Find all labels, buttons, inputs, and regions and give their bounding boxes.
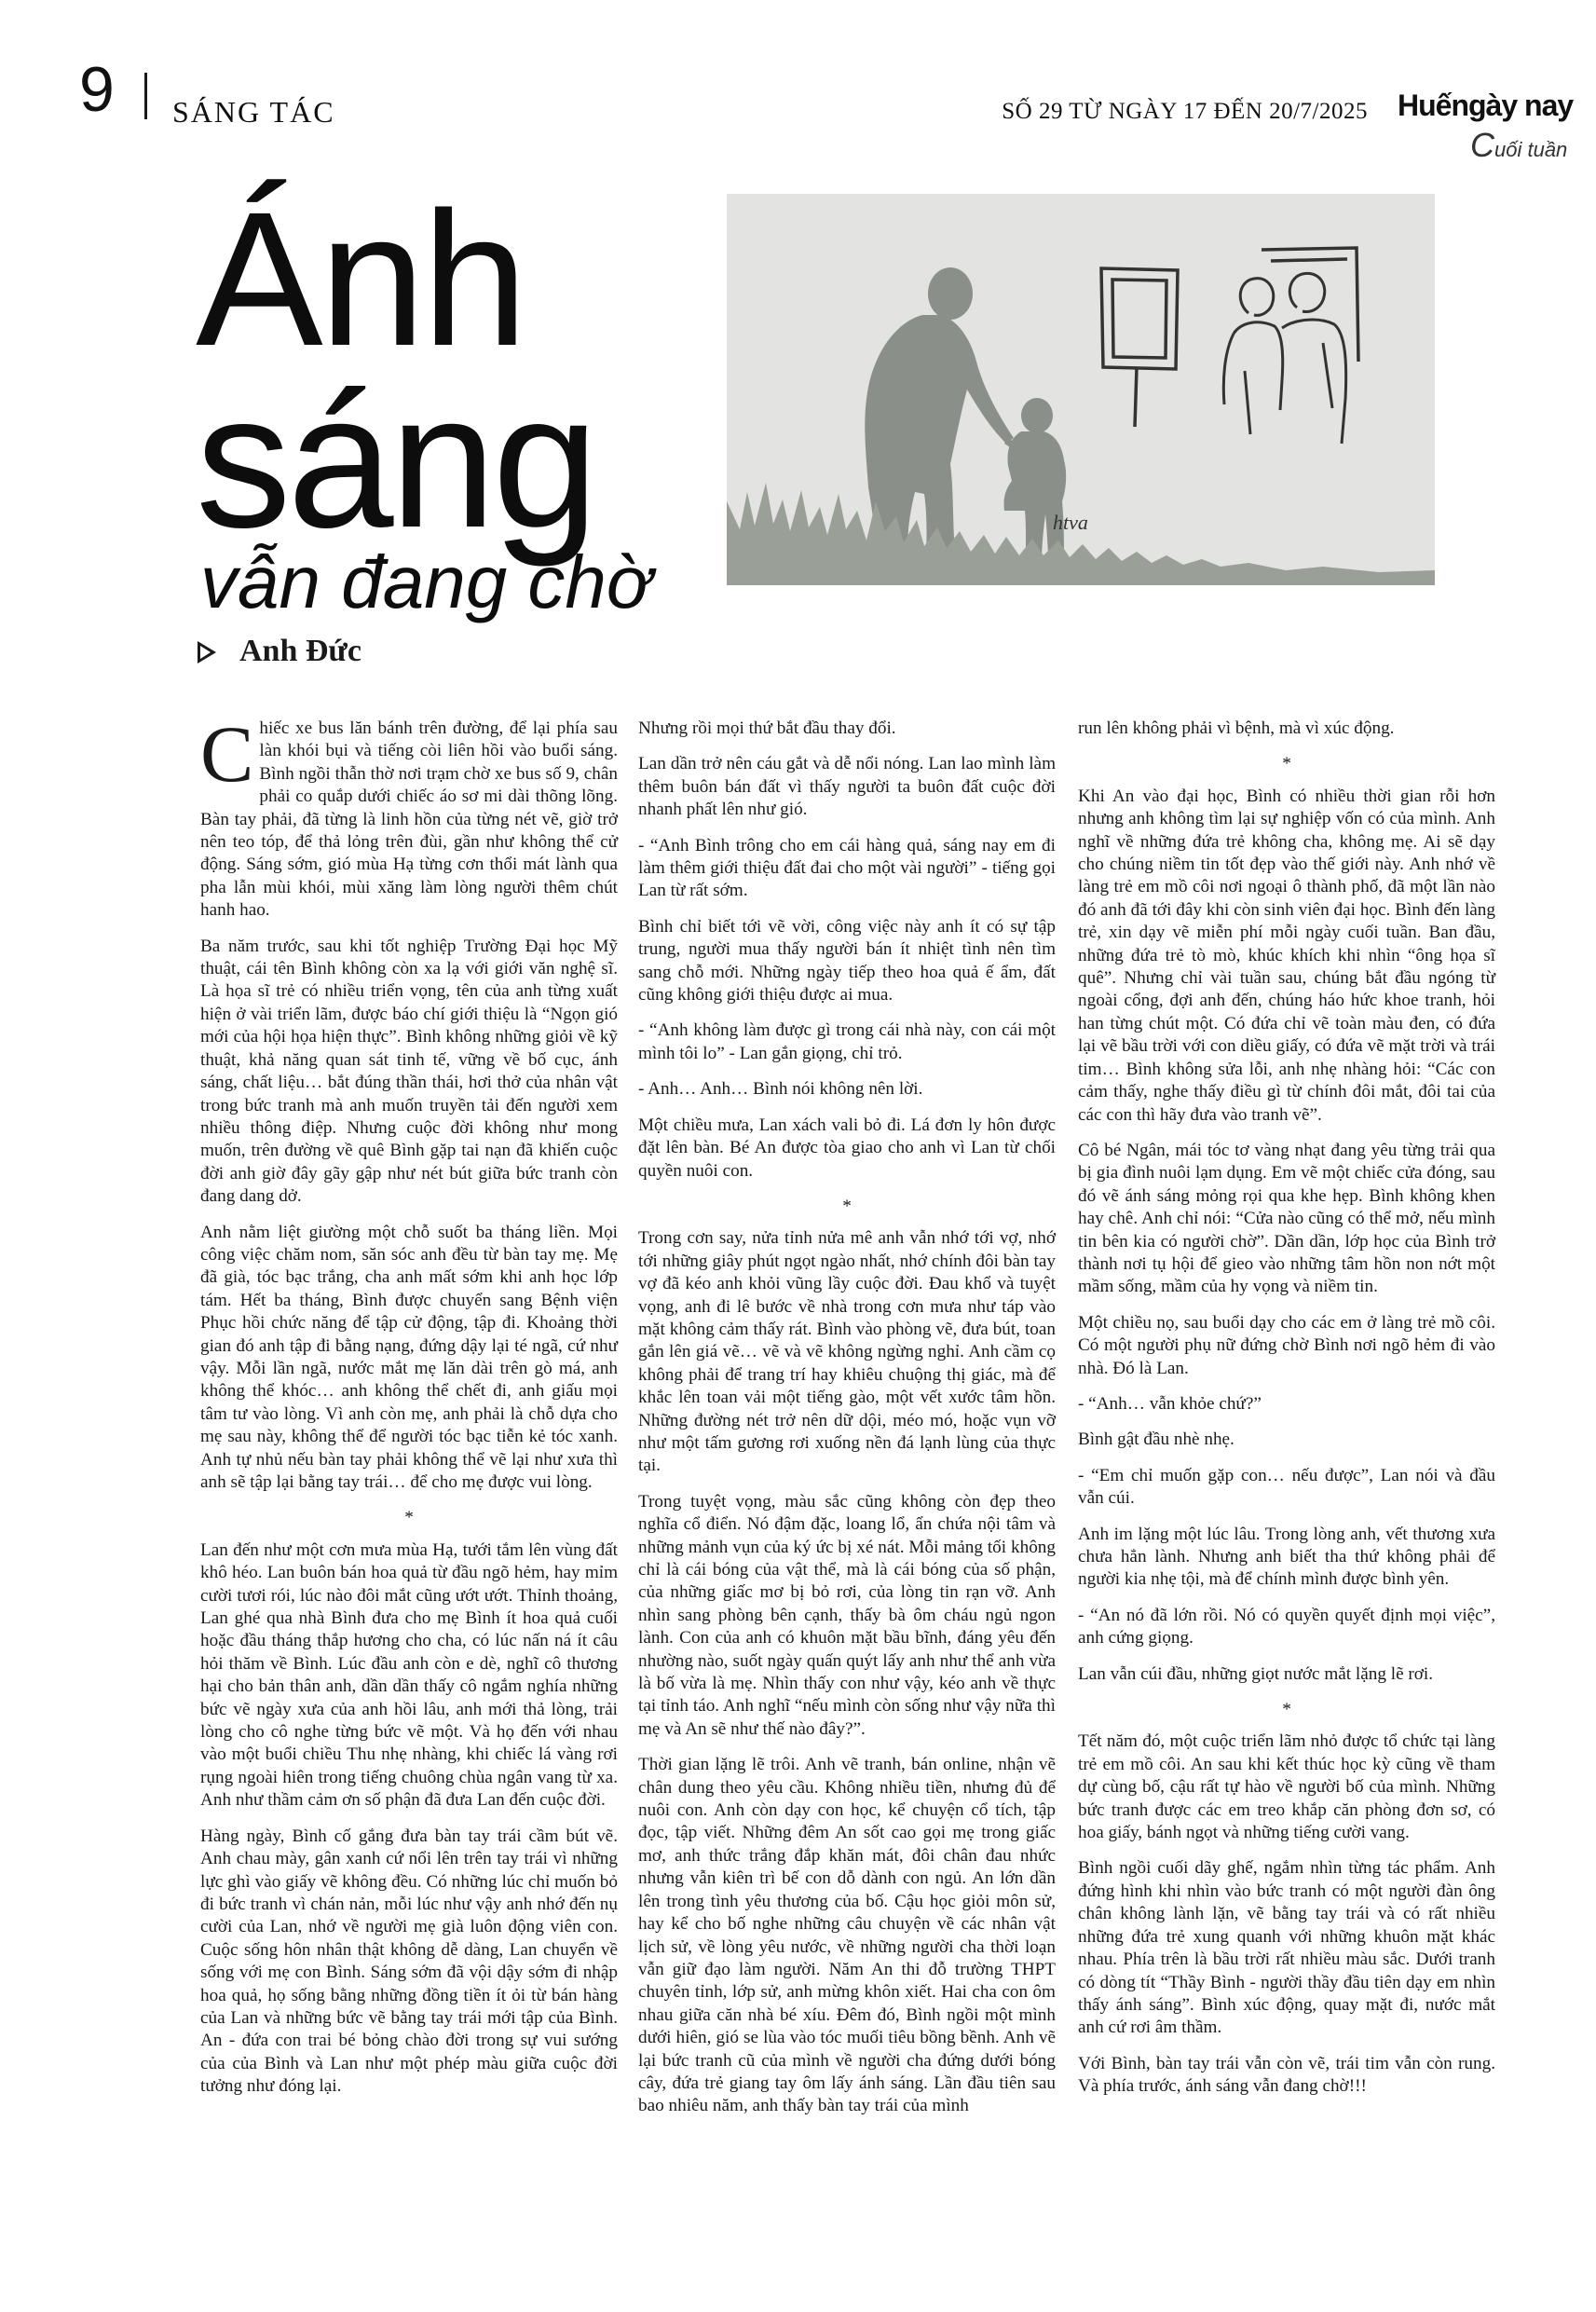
paragraph: Anh nằm liệt giường một chỗ suốt ba tháng liền. Mọi công việc chăm nom, săn sóc anh đều từ bàn tay mẹ. Mẹ đã già, tóc bạc trắng, cha anh mất sớm khi anh học lớp tám. Hết ba tháng, Bình được chuyển sang Bệnh viện Phục hồi chức năng để tập cử động, tập đi. Khoảng thời gian đó anh tập đi bằng nạng, đứng dậy lại té ngã, cứ như vậy. Mỗi lần ngã, nước mắt mẹ lăn dài trên gò má, anh không thể khóc… anh không thể chết đi, anh giấu mọi tâm tư vào lòng. Vì anh còn mẹ, anh phải là chỗ dựa cho mẹ sau này, không thể để người tóc bạc tiễn kẻ tóc xanh. Anh tự nhủ nếu bàn tay phải không thể vẽ lại như xưa thì anh sẽ tập lại bằng tay trái… để cho mẹ được vui lòng.: [200, 1222, 618, 1492]
paragraph: Lan đến như một cơn mưa mùa Hạ, tưới tắm lên vùng đất khô héo. Lan buôn bán hoa quả từ đầu ngõ hẻm, hay mỉm cười tươi rói, lúc nào đôi mắt cũng ướt ướt. Thỉnh thoảng, Lan ghé qua nhà Bình đưa cho mẹ Bình ít hoa quả cuối hoặc đầu tháng thắp hương cho cha, có lúc nấn ná ít câu hỏi thăm về Bình. Lúc đầu anh còn e dè, nghĩ cô thương hại cho bản thân anh, dần dần thấy cô ngắm nghía những bức vẽ ngày xưa của anh hồi lâu, anh mới thả lòng, trải lòng cho cô nghe từng bức vẽ một. Và họ đến với nhau vào một buổi chiều Thu nhẹ nhàng, khi chiếc lá vàng rơi rụng ngoài hiên trong tiếng chuông chùa ngân vang từ xa. Anh như thầm cảm ơn số phận đã đưa Lan đến cuộc đời.: [200, 1539, 618, 1811]
logo-subtitle: Cuối tuần: [1470, 126, 1568, 164]
logo-title: Huếngày nay: [1398, 89, 1574, 122]
paragraph: Trong cơn say, nửa tỉnh nửa mê anh vẫn nhớ tới vợ, nhớ tới những giây phút ngọt ngào nhất, nhớ chính đôi bàn tay vợ đã kéo anh khỏi vũng lầy cuộc đời. Đau khổ và tuyệt vọng, anh đi lê bước về nhà trong cơn mưa như táp vào mặt không cảm thấy rát. Bình vào phòng vẽ, đưa bút, toan gắn lên giá vẽ… vẽ và vẽ không ngừng nghỉ. Anh cầm cọ không phải để trang trí hay khiêu chuộng thị giác, mà để khắc lên toan vải một tiếng gào, một vết xước tâm hồn. Những đường nét trở nên dữ dội, méo mó, hoặc vụn vỡ như một tấm gương rơi xuống nền đá lạnh lùng của thực tại.: [638, 1228, 1056, 1476]
article-column-3: [1078, 718, 1495, 2112]
paragraph: Tết năm đó, một cuộc triển lãm nhỏ được tổ chức tại làng trẻ em mồ côi. An sau khi kết thúc học kỳ cũng về tham dự cùng bố, cậu rất tự hào về người bố của mình. Những bức tranh được các em treo khắp căn phòng đơn sơ, có hoa giấy, bánh ngọt và những tiếng cười vang.: [1078, 1731, 1495, 1843]
paragraph: Thời gian lặng lẽ trôi. Anh vẽ tranh, bán online, nhận vẽ chân dung theo yêu cầu. Không nhiều tiền, nhưng đủ để nuôi con. Anh còn dạy con học, kể chuyện cổ tích, tập đọc, tập viết. Những đêm An sốt cao gọi mẹ trong giấc mơ, anh thức trắng đắp khăn mát, đôi chân đau nhức nhưng vẫn kiên trì bế con dỗ dành con ngủ. An lớn dần lên trong tình yêu thương của bố. Cậu học giỏi môn sử, hay kể cho bố nghe những câu chuyện về các nhân vật lịch sử, về lòng yêu nước, về những người cha thời loạn vẫn giữ đạo làm người. Năm An thi đỗ trường THPT chuyên tỉnh, lớp sử, anh mừng khôn xiết. Hai cha con ôm nhau giữa căn nhà bé xíu. Đêm đó, Bình ngồi một mình dưới hiên, gió se lùa vào tóc muối tiêu bồng bềnh. Anh vẽ lại bức tranh cũ của mình về người cha đứng dưới bóng cây, đứa trẻ giang tay ôm lấy ánh sáng. Lần đầu tiên sau bao nhiêu năm, anh thấy bàn tay trái của mình: [638, 1755, 1056, 2116]
section-separator: *: [842, 1196, 852, 1216]
article-illustration: [727, 194, 1435, 585]
article-column-1: [200, 709, 618, 2112]
article-title-line-2: sáng: [196, 354, 595, 568]
paragraph: Với Bình, bàn tay trái vẫn còn vẽ, trái tim vẫn còn rung. Và phía trước, ánh sáng vẫn đang chờ!!!: [1078, 2053, 1495, 2097]
play-triangle-icon: [198, 641, 216, 664]
paragraph: Lan vẫn cúi đầu, những giọt nước mắt lặng lẽ rơi.: [1078, 1663, 1434, 1684]
article-column-2: [638, 718, 1056, 2131]
paragraph: Cô bé Ngân, mái tóc tơ vàng nhạt đang yêu từng trải qua bị gia đình nuôi lạm dụng. Em vẽ một chiếc cửa đóng, sau đó vẽ ánh sáng mỏng rọi qua khe hẹp. Bình không khen hay chê. Anh chỉ nói: “Cửa nào cũng có thể mở, nếu mình tin bên kia có người chờ”. Dần dần, lớp học của Bình trở thành nơi tụ hội để gieo vào những tâm hồn non nớt một mầm sống, mầm của hy vọng và niềm tin.: [1078, 1140, 1495, 1297]
paragraph: Lan dần trở nên cáu gắt và dễ nổi nóng. Lan lao mình làm thêm buôn bán đất vì thấy người ta buôn đất cuộc đời nhanh phất lên như gió.: [638, 754, 1056, 820]
illustration-drawing: [727, 194, 1435, 585]
header-divider: [144, 73, 147, 119]
section-separator: *: [404, 1508, 414, 1528]
paragraph: Bình chỉ biết tới vẽ vời, công việc này anh ít có sự tập trung, người mua thấy người bán ít nhiệt tình nên tìm sang chỗ mới. Những ngày tiếp theo hoa quả ế ẩm, đất cũng không giới thiệu được ai mua.: [638, 916, 1056, 1006]
paragraph: Hàng ngày, Bình cố gắng đưa bàn tay trái cầm bút vẽ. Anh chau mày, gân xanh cứ nổi lên trên tay trái vì những lực ghì vào giấy vẽ không đều. Có những lúc chỉ muốn bỏ đi bức tranh vì chán nản, mỗi lúc như vậy anh nhớ đến nụ cười của Lan, nhớ về người mẹ già luôn động viên con. Cuộc sống hôn nhân thật không dễ dàng, Lan chuyển về sống với mẹ con Bình. Sáng sớm đã vội dậy sớm đi nhập hoa quả, họ sống bằng những đồng tiền ít ỏi từ bán hàng của Lan và những bức vẽ bằng tay trái mới tập của Bình. An - đứa con trai bé bỏng chào đời trong sự vui sướng của của Bình và Lan như một phép màu giữa cuộc đời tưởng như đóng lại.: [200, 1826, 618, 2097]
paragraph: Trong tuyệt vọng, màu sắc cũng không còn đẹp theo nghĩa cổ điển. Nó đậm đặc, loang lổ, ẩn chứa nội tâm và những mảnh vụn của ký ức bị xé nát. Mỗi mảng tối không chỉ là cái bóng của vật thể, mà là cái bóng của số phận, của những giấc mơ bị bỏ rơi, của lòng tin rạn vỡ. Anh nhìn sang phòng bên cạnh, thấy bà ôm cháu ngủ ngon lành. Con của anh có khuôn mặt bầu bĩnh, đáng yêu đến nhường nào, suốt ngày quấn quýt lấy anh như thể anh vừa là bố vừa là mẹ. Nhìn thấy con như vậy, kéo anh về thực tại tỉnh táo. Anh nghĩ “nếu mình còn sống như vậy nữa thì mẹ và An sẽ như thế nào đây?”.: [638, 1491, 1056, 1739]
paragraph: Bình ngồi cuối dãy ghế, ngắm nhìn từng tác phẩm. Anh đứng hình khi nhìn vào bức tranh có một người đàn ông chân không lành lặn, vẽ bằng tay trái và có rất nhiều những đứa trẻ xung quanh với những khuôn mặt khác nhau. Phía trên là bầu trời rất nhiều màu sắc. Dưới tranh có dòng tít “Thầy Bình - người thầy đầu tiên dạy em nhìn thấy ánh sáng”. Bình xúc động, quay mặt đi, nước mắt anh cứ rơi âm thầm.: [1078, 1858, 1495, 2038]
paragraph: - “Em chỉ muốn gặp con… nếu được”, Lan nói và đầu vẫn cúi.: [1078, 1465, 1495, 1509]
article-title-line-1: Ánh: [196, 172, 525, 386]
paragraph: Nhưng rồi mọi thứ bắt đầu thay đổi.: [638, 718, 896, 738]
paragraph: Ba năm trước, sau khi tốt nghiệp Trường Đại học Mỹ thuật, cái tên Bình không còn xa lạ với giới văn nghệ sĩ. Là họa sĩ trẻ có nhiều triển vọng, tên của anh từng xuất hiện ở vài triển lãm, được báo chí giới thiệu là “Ngọn gió mới của hội họa hiện thực”. Bình không những giỏi về kỹ thuật, khả năng quan sát tinh tế, vững về bố cục, ánh sáng, chất liệu… bắt đúng thần thái, hơi thở của nhân vật trong bức tranh mà anh muốn truyền tải đến người xem nhiều thông điệp. Nhưng cuộc đời không như mong muốn, trên đường về quê Bình gặp tai nạn đã khiến cuộc đời anh giờ đây gãy gập như nét bút giữa bức tranh còn đang dang dở.: [200, 936, 618, 1207]
article-title-line-3: vẫn đang chờ: [200, 540, 652, 623]
drop-cap: C: [200, 709, 254, 799]
paragraph: - “Anh Bình trông cho em cái hàng quả, sáng nay em đi làm thêm giới thiệu đất đai cho một vài người” - tiếng gọi Lan từ rất sớm.: [638, 835, 1056, 901]
paragraph: Một chiều nọ, sau buổi dạy cho các em ở làng trẻ mồ côi. Có một người phụ nữ đứng chờ Bình nơi ngõ hẻm đi vào nhà. Đó là Lan.: [1078, 1312, 1495, 1378]
paragraph: Một chiều mưa, Lan xách vali bỏ đi. Lá đơn ly hôn được đặt lên bàn. Bé An được tòa giao cho anh vì Lan từ chối quyền nuôi con.: [638, 1115, 1056, 1181]
paragraph: Bình gật đầu nhè nhẹ.: [1078, 1430, 1235, 1450]
paragraph: - “An nó đã lớn rồi. Nó có quyền quyết định mọi việc”, anh cứng giọng.: [1078, 1605, 1495, 1648]
section-separator: *: [1282, 754, 1291, 774]
paragraph: Chiếc xe bus lăn bánh trên đường, để lại phía sau làn khói bụi và tiếng còi liên hồi vào buổi sáng. Bình ngồi thẫn thờ nơi trạm chờ xe bus số 9, chân phải co quắp dưới chiếc áo sơ mi dài thõng lõng. Bàn tay phải, đã từng là linh hồn của từng nét vẽ, giờ trở nên teo tóp, để thả lỏng trên đùi, gần như không thể cử động. Sáng sớm, gió mùa Hạ từng cơn thổi mát lành qua pha lẫn mùi khói, mùi xăng làm lòng người thêm chút hanh hao.: [200, 709, 618, 921]
issue-info: SỐ 29 TỪ NGÀY 17 ĐẾN 20/7/2025: [1002, 99, 1368, 124]
page-number: 9: [79, 54, 115, 125]
paragraph: - Anh… Anh… Bình nói không nên lời.: [638, 1079, 923, 1100]
paragraph: run lên không phải vì bệnh, mà vì xúc động.: [1078, 718, 1395, 738]
paragraph: Anh im lặng một lúc lâu. Trong lòng anh, vết thương xưa chưa hẳn lành. Nhưng anh biết tha thứ không phải để người kia nhẹ tội, mà để chính mình được bình yên.: [1078, 1524, 1495, 1590]
paragraph: Khi An vào đại học, Bình có nhiều thời gian rỗi hơn nhưng anh không tìm lại sự nghiệp vốn có của mình. Anh nghĩ về những đứa trẻ không cha, không mẹ. Ai sẽ dạy cho chúng niềm tin tốt đẹp vào thế giới này. Anh nhớ về làng trẻ em mồ côi nơi ngoại ô thành phố, đã một lần nào đó anh đã tới đây khi còn sinh viên đại học. Bình đến làng trẻ, xin dạy vẽ miễn phí mỗi ngày cuối tuần. Ban đầu, những đứa trẻ tò mò, khúc khích khi nhìn “ông họa sĩ quê”. Nhưng chỉ vài tuần sau, chúng bắt đầu ngóng từ ngoài cổng, đợi anh đến, chúng háo hức khoe tranh, hỏi han từng chút một. Có đứa chỉ vẽ toàn màu đen, có đứa lại vẽ bầu trời với con diều giấy, có đứa vẽ mặt trời và trái tim… Bình không sửa lỗi, anh nhẹ nhàng hỏi: “Các con cảm thấy, nghe thấy điều gì từ chính đôi mắt, đôi tai của các con thì hãy đưa vào tranh vẽ”.: [1078, 786, 1495, 1125]
page-header: [0, 0, 1596, 164]
paragraph: - “Anh… vẫn khỏe chứ?”: [1078, 1393, 1262, 1414]
section-label: SÁNG TÁC: [172, 95, 335, 129]
author-name: Anh Đức: [239, 634, 361, 668]
publication-logo: [1398, 89, 1575, 164]
section-separator: *: [1282, 1700, 1291, 1720]
illustration-signature: htva: [1053, 511, 1088, 534]
paragraph: - “Anh không làm được gì trong cái nhà này, con cái một mình tôi lo” - Lan gắn giọng, chỉ trỏ.: [638, 1020, 1056, 1063]
